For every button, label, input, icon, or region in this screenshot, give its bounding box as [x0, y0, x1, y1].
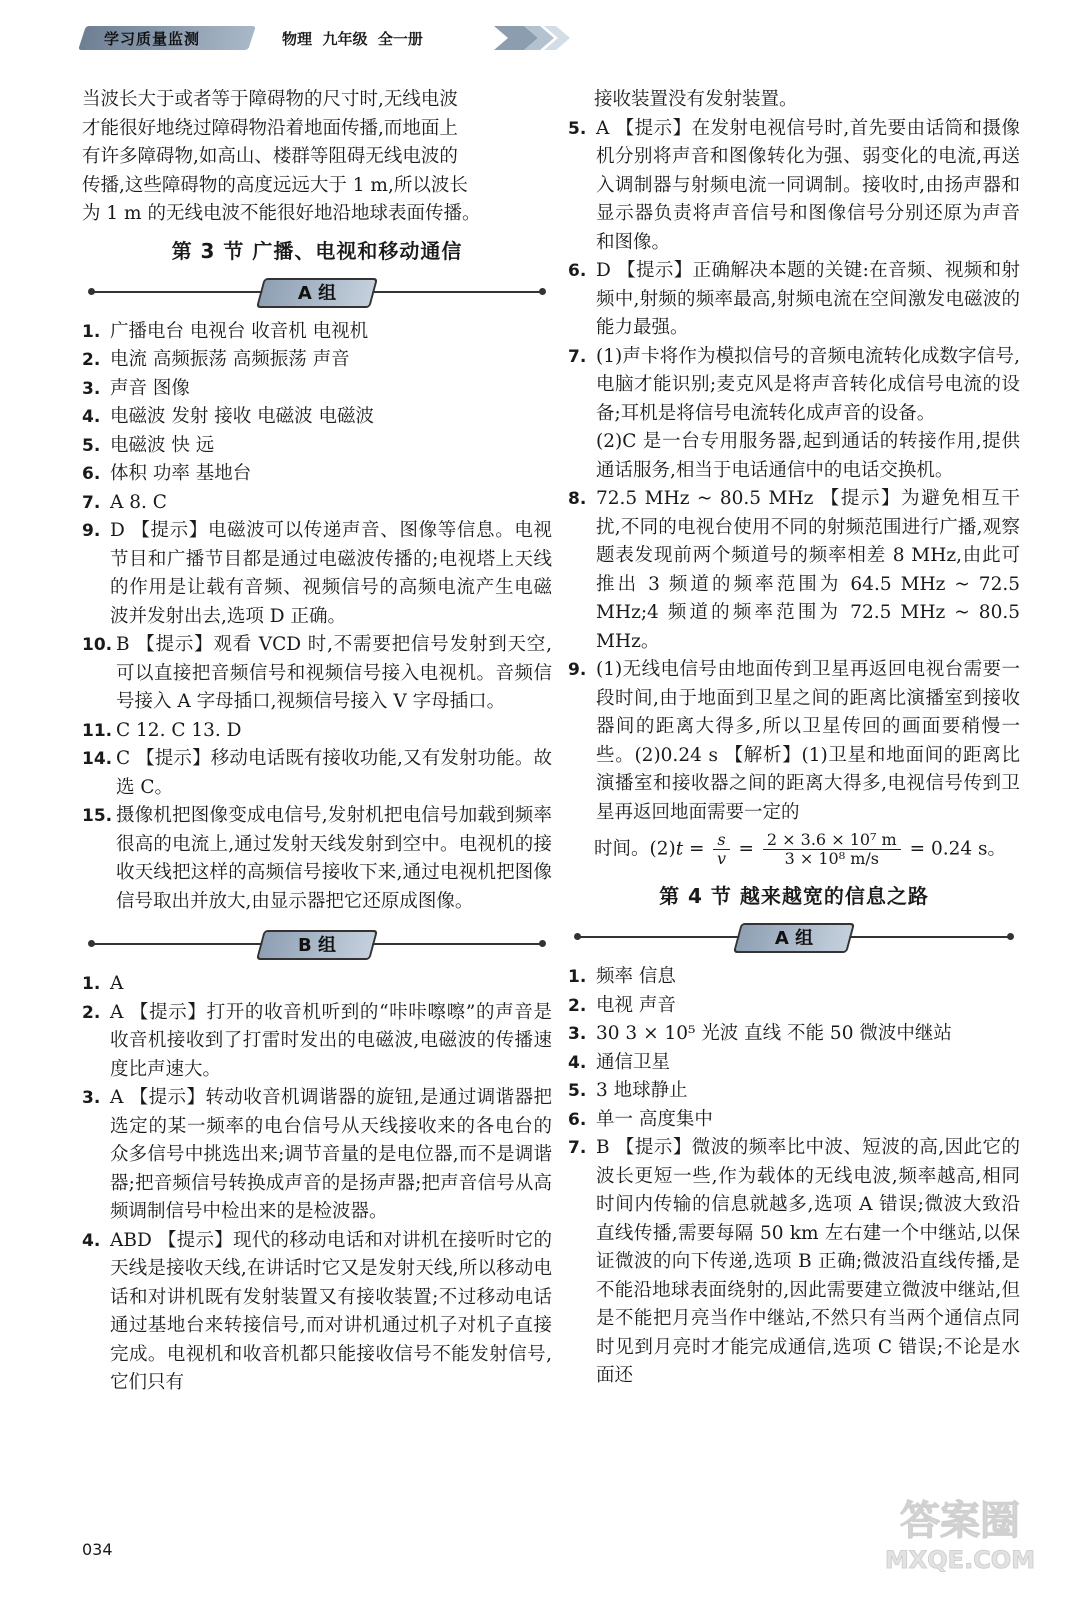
answer-text: 体积 功率 基地台 — [110, 463, 252, 484]
answer-text: 30 3 × 10⁵ 光波 直线 不能 50 微波中继站 — [596, 1023, 952, 1044]
answer-number: 3. — [82, 378, 101, 399]
answer-item — [82, 432, 552, 461]
answer-text: ABD 【提示】现代的移动电话和对讲机在接听时它的天线是接收天线,在讲话时它又是发射天线,所以移动电话和对讲机既有发射装置又有接收装置;不过移动电话通过基地台来转接信号,而对讲机通过机子对机子直接完成。电视机和收音机都只能接收信号不能发射信号,它们只有 — [110, 1229, 552, 1393]
answer-item — [82, 631, 552, 717]
answer-text: 声音 图像 — [110, 377, 190, 399]
answer-number: 7. — [82, 492, 101, 513]
answer-item — [568, 1077, 1020, 1106]
answer-number: 9. — [568, 660, 587, 680]
answer-number: 8. — [568, 489, 587, 509]
fraction-den: 3 × 10⁸ m/s — [784, 849, 879, 868]
intro-line: 有许多障碍物,如高山、楼群等阻碍无线电波的 — [82, 146, 458, 167]
answer-text: B 【提示】微波的频率比中波、短波的高,因此它的波长更短一些,作为载体的无线电波,频率越高,相同时间内传输的信息就越多,选项 A 错误;微波大致沿直线传播,需要每隔 50 km 左右建一个中继站,以保证微波的向下传递,选项 B 正确;微波沿直线传播,是不能沿地球表面绕射的,因此需要建立微波中继站,但是不能把月亮当作中继站,不然只有当两个通信点同时见到月亮时才能完成通信,选项 C 错误;不论是水面还 — [596, 1137, 1020, 1386]
answer-text: A 【提示】打开的收音机听到的“咔咔嚓嚓”的声音是收音机接收到了打雷时发出的电磁波,电磁波的传播速度比声速大。 — [110, 1001, 552, 1080]
answer-text: A 8. C — [110, 491, 167, 513]
answer-text: D 【提示】正确解决本题的关键:在音频、视频和射频中,射频的频率最高,射频电流在空间激发电磁波的能力最强。 — [596, 260, 1020, 338]
subject-title: 物理 九年级 全一册 — [282, 30, 423, 48]
fraction-s-v — [713, 831, 729, 868]
answer-text: C 【提示】移动电话既有接收功能,又有发射功能。故选 C。 — [116, 748, 552, 798]
answer-number: 1. — [82, 321, 101, 342]
answer-item — [568, 656, 1020, 827]
answer-item — [82, 1084, 552, 1227]
answer-text: 电磁波 快 远 — [110, 434, 215, 456]
answer-text: B 【提示】观看 VCD 时,不需要把信号发射到天空,可以直接把音频信号和视频信号接入电视机。音频信号接入 A 字母插口,视频信号接入 V 字母插口。 — [116, 634, 552, 712]
watermark-text: 答案圈 — [900, 1498, 1020, 1544]
section-3-title: 第 3 节 广播、电视和移动通信 — [171, 238, 463, 263]
answer-number: 2. — [82, 1002, 101, 1023]
formula-eq: = — [732, 838, 760, 860]
answer-number: 2. — [82, 350, 101, 370]
intro-line: 才能很好地绕过障碍物沿着地面传播,而地面上 — [82, 117, 458, 139]
answer-text: 电磁波 发射 接收 电磁波 电磁波 — [110, 406, 375, 427]
group-b-label: B 组 — [298, 935, 336, 956]
answer-text: A 【提示】转动收音机调谐器的旋钮,是通过调谐器把选定的某一频率的电台信号从天线接收来的各电台的众多信号中挑选出来;调节音量的是电位器,而不是调谐器;把音频信号转换成声音的是扬声器;把声音信号从高频调制信号中检出来的是检波器。 — [110, 1087, 552, 1222]
answer-number: 14. — [82, 749, 113, 769]
answer-number — [568, 428, 596, 485]
answer-item — [82, 375, 552, 404]
answer-number: 5. — [568, 118, 587, 139]
answer-item — [82, 346, 552, 375]
answer-item — [568, 1134, 1020, 1391]
answer-item — [568, 963, 1020, 992]
answer-number: 7. — [568, 346, 587, 367]
answer-item — [82, 999, 552, 1085]
answer-item — [82, 970, 552, 999]
answer-text: C 12. C 13. D — [116, 719, 242, 741]
answer-number: 4. — [82, 407, 101, 427]
right-column — [568, 86, 1020, 1391]
answer-text: 广播电台 电视台 收音机 电视机 — [110, 320, 369, 342]
answer-number: 1. — [568, 967, 587, 987]
answer-item — [568, 1049, 1020, 1078]
group-a-label: A 组 — [297, 282, 337, 304]
chevron-decoration-icon — [494, 22, 580, 54]
answer-text: A — [110, 973, 124, 994]
watermark-url: MXQE.COM — [884, 1546, 1036, 1574]
answer-item — [568, 1106, 1020, 1135]
answer-item — [568, 257, 1020, 343]
group-a-divider — [568, 919, 1020, 953]
formula-var-t: t — [675, 838, 684, 860]
left-column — [82, 86, 552, 1398]
answer-item — [568, 485, 1020, 656]
group-b-answers-cont — [568, 115, 1020, 828]
answer-text: (1)无线电信号由地面传到卫星再返回电视台需要一段时间,由于地面到卫星之间的距离比演播室到接收器间的距离大得多,所以卫星传回的画面要稍慢一些。(2)0.24 s 【解析】(1)卫星和地面间的距离比演播室和接收器之间的距离大得多,电视信号传到卫星再返回地面需要一定的 — [596, 659, 1020, 823]
answer-item — [82, 403, 552, 432]
answer-text: 电视 声音 — [596, 994, 676, 1016]
group-a-divider — [82, 274, 552, 308]
fraction-den: v — [717, 849, 727, 868]
brand-label: 学习质量监测 — [104, 30, 201, 48]
answer-number: 3. — [568, 1024, 587, 1044]
page-header — [82, 22, 502, 54]
formula-line — [568, 831, 1020, 868]
continued-text: 接收装置没有发射装置。 — [594, 89, 798, 110]
answer-number: 3. — [82, 1088, 101, 1108]
answer-item — [568, 115, 1020, 258]
answer-item — [568, 1020, 1020, 1049]
formula-eq: = — [683, 838, 711, 860]
answer-text: 72.5 MHz ~ 80.5 MHz 【提示】为避免相互干扰,不同的电视台使用不同的射频范围进行广播,观察题表发现前两个频道号的频率相差 8 MHz,由此可推出 3 频道的频率范围为 64.5 MHz ~ 72.5 MHz;4 频道的频率范围为 72.5 MHz ~ 80.5 MHz。 — [596, 488, 1020, 652]
answer-number: 10. — [82, 635, 113, 655]
answer-item — [568, 992, 1020, 1021]
answer-number: 5. — [568, 1081, 587, 1101]
intro-line: 传播,这些障碍物的高度远远大于 1 m,所以波长 — [82, 174, 468, 196]
answer-item — [82, 517, 552, 631]
intro-line: 为 1 m 的无线电波不能很好地沿地球表面传播。 — [82, 203, 481, 224]
answer-item — [82, 717, 552, 746]
answer-text: 摄像机把图像变成电信号,发射机把电信号加载到频率很高的电流上,通过发射天线发射到空中。电视机的接收天线把这样的高频信号接收下来,通过电视机把图像信号取出并放大,由显示器把它还原成图像。 — [116, 805, 552, 912]
answer-number: 2. — [568, 995, 587, 1016]
answer-text: 频率 信息 — [596, 966, 676, 987]
answer-item — [82, 1227, 552, 1398]
answer-text: A 【提示】在发射电视信号时,首先要由话筒和摄像机分别将声音和图像转化为强、弱变化的电流,再送入调制器与射频电流一同调制。接收时,由扬声器和显示器负责将声音信号和图像信号分别还原为声音和图像。 — [596, 117, 1020, 253]
answer-number: 7. — [568, 1138, 587, 1158]
answer-text: 单一 高度集中 — [596, 1108, 713, 1130]
group-b-divider — [82, 926, 552, 960]
watermark-logo-icon — [872, 1488, 1048, 1578]
answer-item — [82, 460, 552, 489]
answer-number: 4. — [82, 1230, 101, 1251]
answer-item — [568, 428, 1020, 485]
answer-item — [82, 745, 552, 802]
group-a-answers — [568, 963, 1020, 1391]
answer-number: 5. — [82, 435, 101, 456]
answer-number: 1. — [82, 974, 101, 994]
answer-text: D 【提示】电磁波可以传递声音、图像等信息。电视节目和广播节目都是通过电磁波传播的;电视塔上天线的作用是让载有音频、视频信号的高频电流产生电磁波并发射出去,选项 D 正确。 — [110, 520, 552, 627]
formula-result: = 0.24 s。 — [903, 838, 1007, 860]
fraction-num: s — [713, 831, 729, 850]
answer-number: 4. — [568, 1052, 587, 1073]
answer-number: 6. — [82, 464, 101, 484]
formula-lead: 时间。(2) — [594, 838, 676, 860]
answer-item — [568, 343, 1020, 429]
answer-number: 6. — [568, 261, 587, 281]
answer-number: 11. — [82, 720, 113, 741]
fraction-num: 2 × 3.6 × 10⁷ m — [763, 831, 901, 850]
answer-text: 通信卫星 — [596, 1051, 671, 1073]
answer-item — [82, 802, 552, 916]
group-b-answers — [82, 970, 552, 1398]
fraction-values — [763, 831, 901, 868]
answer-number: 9. — [82, 521, 101, 541]
group-a-label: A 组 — [774, 928, 814, 949]
answer-item — [82, 489, 552, 518]
page-number: 034 — [82, 1540, 113, 1559]
answer-text: 3 地球静止 — [596, 1080, 688, 1101]
intro-line: 当波长大于或者等于障碍物的尺寸时,无线电波 — [82, 89, 458, 110]
answer-number: 6. — [568, 1109, 587, 1130]
answer-text: (2)C 是一台专用服务器,起到通话的转接作用,提供通话服务,相当于电话通信中的电话交换机。 — [596, 431, 1020, 481]
group-a-answers — [82, 318, 552, 917]
answer-number: 15. — [82, 806, 113, 826]
answer-text: 电流 高频振荡 高频振荡 声音 — [110, 349, 350, 370]
answer-item — [82, 318, 552, 347]
answer-text: (1)声卡将作为模拟信号的音频电流转化成数字信号,电脑才能识别;麦克风是将声音转化成信号电流的设备;耳机是将信号电流转化成声音的设备。 — [596, 345, 1020, 424]
section-4-title: 第 4 节 越来越宽的信息之路 — [659, 884, 929, 908]
